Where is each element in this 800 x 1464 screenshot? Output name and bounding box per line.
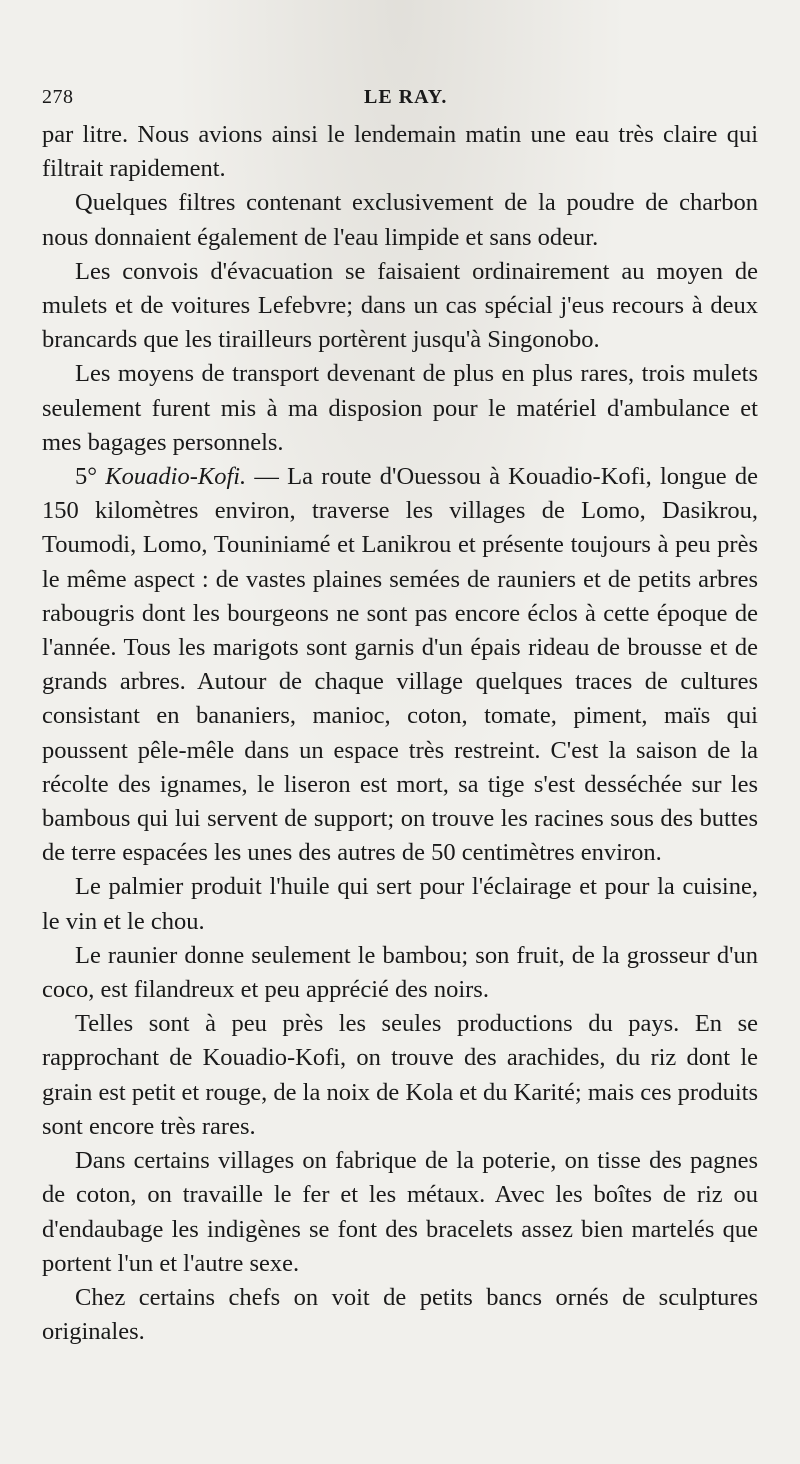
paragraph-filters: Quelques filtres contenant exclusivement de la poudre de charbon nous donnaient également de l'eau limpide et sans odeur. [42, 189, 758, 251]
page-number: 278 [42, 86, 74, 108]
paragraph-sculptures: Chez certains chefs on voit de petits bancs ornés de sculptures originales. [42, 1283, 758, 1346]
running-title: LE RAY. [364, 86, 448, 108]
paragraph-continuation: par litre. Nous avions ainsi le lendemain matin une eau très claire qui filtrait rapidement. [42, 121, 758, 183]
paragraph-transport: Les moyens de transport devenant de plus en plus rares, trois mulets seulement furent mis à ma disposion pour le matériel d'ambulance et mes bagages personnels. [42, 360, 758, 456]
paragraph-raunier: Le raunier donne seulement le bambou; son fruit, de la grosseur d'un coco, est filandreux et peu apprécié des noirs. [42, 941, 758, 1004]
section-place-name: Kouadio-Kofi. [105, 463, 247, 491]
paragraph-section-5 [42, 460, 758, 870]
body-text [42, 118, 758, 1349]
paragraph-palmier: Le palmier produit l'huile qui sert pour l'éclairage et pour la cuisine, le vin et le chou. [42, 873, 758, 935]
paragraph-productions: Telles sont à peu près les seules productions du pays. En se rapprochant de Kouadio-Kofi, on trouve des arachides, du riz dont le grain est petit et rouge, de la noix de Kola et du Karité; mais ces produits sont encore très rares. [42, 1010, 758, 1140]
section-number: 5° [75, 463, 98, 491]
section-text: — La route d'Ouessou à Kouadio-Kofi, longue de 150 kilomètres environ, traverse les villages de Lomo, Dasikrou, Toumodi, Lomo, Touniniamé et Lanikrou et présente toujours à peu près le même aspect : de vastes plaines semées de rauniers et de petits arbres rabougris dont les bourgeons ne sont pas encore éclos à cette époque de l'année. Tous les marigots sont garnis d'un épais rideau de brousse et de grands arbres. Autour de chaque village quelques traces de cultures consistant en bananiers, manioc, coton, tomate, piment, maïs qui poussent pêle-mêle dans un espace très restreint. C'est la saison de la récolte des ignames, le liseron est mort, sa tige s'est desséchée sur les bambous qui lui servent de support; on trouve les racines sous des buttes de terre espacées les unes des autres de 50 centimètres environ. [42, 463, 758, 867]
paragraph-crafts: Dans certains villages on fabrique de la poterie, on tisse des pagnes de coton, on travaille le fer et les métaux. Avec les boîtes de riz ou d'endaubage les indigènes se font des bracelets assez bien martelés que portent l'un et l'autre sexe. [42, 1147, 758, 1277]
paragraph-evacuation: Les convois d'évacuation se faisaient ordinairement au moyen de mulets et de voitures Lefebvre; dans un cas spécial j'eus recours à deux brancards que les tirailleurs portèrent jusqu'à Singonobo. [42, 257, 758, 354]
page-header [42, 86, 758, 116]
